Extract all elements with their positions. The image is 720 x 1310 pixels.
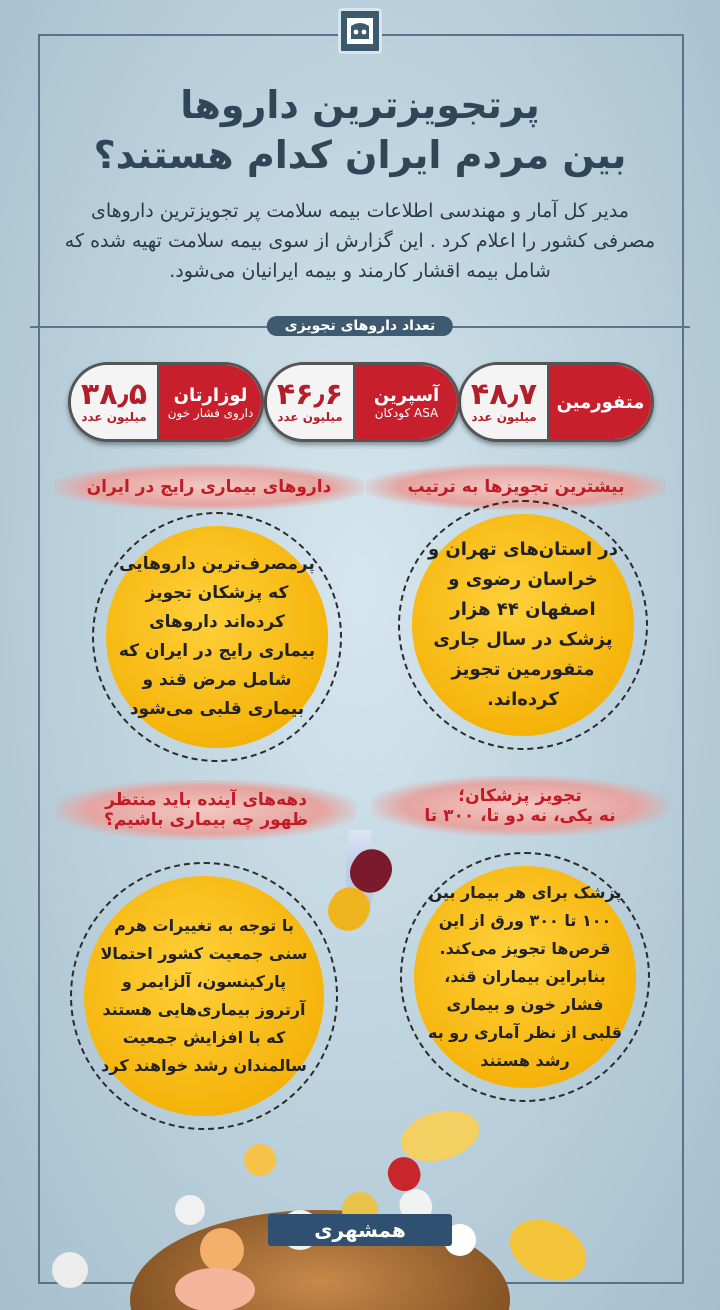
drug-name: لوزارتان bbox=[173, 384, 248, 406]
count-label: تعداد داروهای تجویزی bbox=[267, 316, 453, 336]
pill-white bbox=[52, 1252, 88, 1288]
banner-mid-left-line-2: ظهور چه بیماری باشیم؟ bbox=[103, 810, 309, 830]
circle-top-right-text: در استان‌های تهران و خراسان رضوی و اصفهان ۴۴ هزار پزشک در سال جاری متفورمین تجویز کرده‌اند. bbox=[412, 514, 634, 736]
title-line-1: پرتجویزترین داروها bbox=[180, 83, 540, 127]
logo-icon bbox=[338, 8, 382, 54]
circle-bottom-left bbox=[70, 862, 338, 1130]
drug-pill-losartan bbox=[68, 362, 264, 442]
circle-bottom-left-text: با توجه به تغییرات هرم سنی جمعیت کشور احتمالا پارکینسون، آلزایمر و آرتروز بیماری‌هایی هستند که با افزایش جمعیت سالمندان رشد خواهند کرد bbox=[84, 876, 324, 1116]
drug-name-box bbox=[547, 365, 651, 439]
logo-mark-icon bbox=[346, 17, 374, 45]
banner-mid-right-line-1: تجویز پزشکان؛ bbox=[458, 786, 582, 806]
circle-bottom-right bbox=[400, 852, 650, 1102]
circle-top-left bbox=[92, 512, 342, 762]
title-line-2: بین مردم ایران کدام هستند؟ bbox=[93, 133, 627, 177]
drug-value-box bbox=[267, 365, 353, 439]
circle-top-right bbox=[398, 500, 648, 750]
pill-orange bbox=[200, 1228, 244, 1272]
pill-yellow-3 bbox=[244, 1144, 276, 1176]
count-section-header bbox=[30, 316, 690, 338]
circle-bottom-right-text: پزشک برای هر بیمار بین ۱۰۰ تا ۳۰۰ ورق از این قرص‌ها تجویز می‌کند. بنابراین بیماران قند، فشار خون و بیماری قلبی از نظر آماری رو به رشد هستند bbox=[414, 866, 636, 1088]
brand-logo: همشهری bbox=[268, 1214, 452, 1246]
drug-unit: میلیون عدد bbox=[277, 410, 343, 424]
drug-subtitle: داروی فشار خون bbox=[167, 405, 254, 420]
drug-subtitle: کودکان ASA bbox=[374, 405, 439, 420]
drug-value: ۴۸٫۷ bbox=[470, 377, 538, 412]
banner-top-left: داروهای بیماری رایج در ایران bbox=[54, 464, 364, 510]
drug-value-box bbox=[461, 365, 547, 439]
drug-value: ۳۸٫۵ bbox=[80, 377, 148, 412]
drug-value: ۴۶٫۶ bbox=[276, 377, 344, 412]
drug-name: آسپرین bbox=[373, 384, 440, 406]
drug-pill-aspirin bbox=[264, 362, 460, 442]
intro-paragraph: مدیر کل آمار و مهندسی اطلاعات بیمه سلامت پر تجویزترین داروهای مصرفی کشور را اعلام کرد . این گزارش از سوی بیمه سلامت تهیه شده که شامل بیمه اقشار کارمند و بیمه ایرانیان می‌شود. bbox=[64, 200, 656, 282]
pill-white-4 bbox=[175, 1195, 205, 1225]
drug-name: متفورمین bbox=[556, 391, 645, 413]
circle-top-left-text: پرمصرف‌ترین داروهایی که پزشکان تجویز کرده‌اند داروهای بیماری رایج در ایران که شامل مرض قند و بیماری قلبی می‌شود bbox=[106, 526, 328, 748]
drug-name-box bbox=[157, 365, 261, 439]
pill-yellow bbox=[500, 1208, 596, 1293]
banner-mid-right bbox=[372, 776, 668, 836]
page-title bbox=[70, 80, 650, 180]
banner-mid-right-line-2: نه یکی، نه دو تا، ۳۰۰ تا bbox=[424, 806, 616, 826]
drug-unit: میلیون عدد bbox=[81, 410, 147, 424]
capsule-red-yellow bbox=[321, 842, 400, 938]
drug-unit: میلیون عدد bbox=[471, 410, 537, 424]
banner-top-right: بیشترین تجویزها به ترتیب bbox=[366, 464, 666, 510]
drug-pill-metformin bbox=[458, 362, 654, 442]
pill-pink bbox=[175, 1268, 255, 1310]
drug-name-box bbox=[353, 365, 457, 439]
drug-value-box bbox=[71, 365, 157, 439]
banner-mid-left-line-1: دهه‌های آینده باید منتظر bbox=[105, 790, 307, 810]
